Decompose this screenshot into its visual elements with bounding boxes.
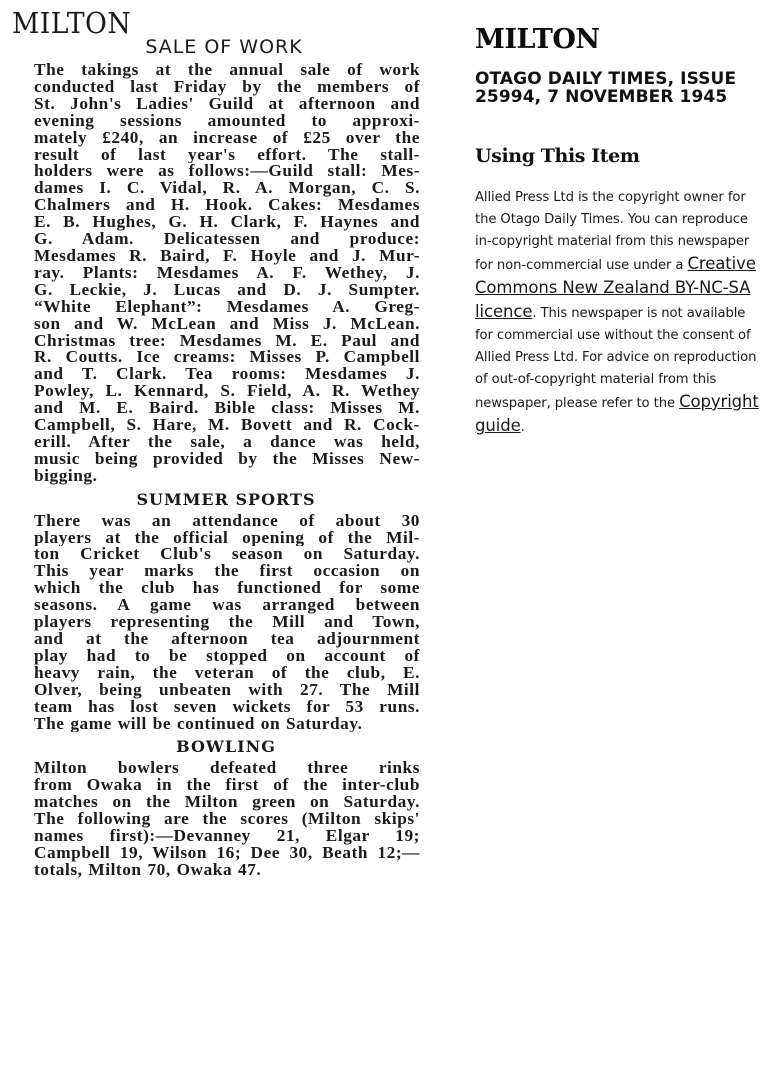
column-line: G. Adam. Delicatessen and produce: — [34, 231, 420, 248]
column-line: Mesdames R. Baird, F. Hoyle and J. Mur- — [34, 247, 420, 265]
column-line: matches on the Milton green on Saturday. — [34, 794, 420, 812]
column-line: and T. Clark. Tea rooms: Mesdames J. — [34, 366, 420, 384]
column-line: conducted last Friday by the members of — [34, 78, 420, 96]
section-heading-sale-of-work: SALE OF WORK — [145, 36, 303, 58]
column-line: E. B. Hughes, G. H. Clark, F. Haynes and — [34, 214, 420, 232]
column-line: players at the official opening of the Mil- — [34, 529, 420, 547]
copyright-text-3: . — [520, 420, 525, 435]
column-line: There was an attendance of about 30 — [34, 512, 420, 530]
column-line: play had to be stopped on account of — [34, 647, 420, 665]
item-info-panel — [475, 24, 765, 439]
column-line: dames I. C. Vidal, R. A. Morgan, C. S. — [34, 180, 420, 198]
column-line: Christmas tree: Mesdames M. E. Paul and — [34, 332, 420, 350]
column-line: St. John's Ladies' Guild at afternoon and — [34, 95, 420, 113]
column-line: and M. E. Baird. Bible class: Misses M. — [34, 400, 420, 418]
copyright-guide-link[interactable]: Copyright guide — [475, 392, 759, 435]
column-line: R. Coutts. Ice creams: Misses P. Campbell — [34, 349, 420, 367]
column-line: holders were as follows:—Guild stall: Mes- — [34, 163, 420, 181]
section-heading-summer-sports: SUMMER SPORTS — [136, 489, 316, 509]
newspaper-clipping — [12, 6, 420, 879]
column-line: heavy rain, the veteran of the club, E. — [34, 664, 420, 682]
column-line: Campbell 19, Wilson 16; Dee 30, Beath 12;— — [34, 844, 420, 862]
column-line: son and W. McLean and Miss J. McLean. — [34, 315, 420, 333]
column-line: names first):—Devanney 21, Elgar 19; — [34, 828, 420, 845]
column-line: The takings at the annual sale of work — [34, 62, 420, 79]
column-line: The game will be continued on Saturday. — [34, 715, 363, 733]
column-line: This year marks the first occasion on — [34, 563, 420, 581]
column-line: totals, Milton 70, Owaka 47. — [34, 861, 262, 879]
column-line: Powley, L. Kennard, S. Field, A. R. Wethey — [34, 383, 420, 401]
column-line: players representing the Mill and Town, — [34, 614, 420, 631]
column-line: ray. Plants: Mesdames A. F. Wethey, J. — [34, 264, 420, 282]
column-line: Milton bowlers defeated three rinks — [34, 760, 420, 778]
column-line: “White Elephant”: Mesdames A. Greg- — [34, 298, 420, 316]
column-line: erill. After the sale, a dance was held, — [34, 433, 420, 451]
section-body-summer-sports — [12, 513, 420, 733]
column-line: team has lost seven wickets for 53 runs. — [34, 698, 420, 716]
section-body-sale-of-work — [12, 62, 420, 485]
column-line: seasons. A game was arranged between — [34, 597, 420, 615]
section-body-bowling — [12, 760, 420, 878]
copyright-text-2: . This newspaper is not available for commercial use without the consent of Allied Press Ltd. For advice on reproduction of out-of-copyright material from this newspaper, please refer to the — [475, 306, 757, 411]
column-line: Chalmers and H. Hook. Cakes: Mesdames — [34, 197, 420, 215]
section-heading-bowling: BOWLING — [176, 737, 276, 757]
column-line: Campbell, S. Hare, M. Bovett and R. Cock- — [34, 417, 420, 434]
column-line: music being provided by the Misses New- — [34, 450, 420, 468]
copyright-notice — [475, 187, 765, 439]
item-title: MILTON — [475, 24, 600, 55]
item-source-citation: OTAGO DAILY TIMES, ISSUE 25994, 7 NOVEMBER 1945 — [475, 69, 737, 107]
column-line: bigging. — [34, 467, 98, 485]
column-line: The following are the scores (Milton skips' — [34, 811, 420, 829]
column-line: evening sessions amounted to approxi- — [34, 112, 420, 130]
column-line: and at the afternoon tea adjournment — [34, 631, 420, 648]
using-this-item-heading: Using This Item — [475, 145, 640, 167]
column-line: Olver, being unbeaten with 27. The Mill — [34, 681, 420, 699]
creative-commons-licence-link[interactable]: Creative Commons New Zealand BY-NC-SA licence — [475, 254, 756, 321]
column-line: mately £240, an increase of £25 over the — [34, 129, 420, 147]
column-line: ton Cricket Club's season on Saturday. — [34, 546, 420, 564]
column-line: result of last year's effort. The stall- — [34, 146, 420, 164]
clipping-title: MILTON — [12, 6, 132, 40]
column-line: G. Leckie, J. Lucas and D. J. Sumpter. — [34, 281, 420, 299]
copyright-text-1: Allied Press Ltd is the copyright owner for the Otago Daily Times. You can reproduce in-copyright material from this newspaper for non-commercial use under a — [475, 190, 750, 273]
column-line: which the club has functioned for some — [34, 580, 420, 598]
column-line: from Owaka in the first of the inter-club — [34, 777, 420, 795]
